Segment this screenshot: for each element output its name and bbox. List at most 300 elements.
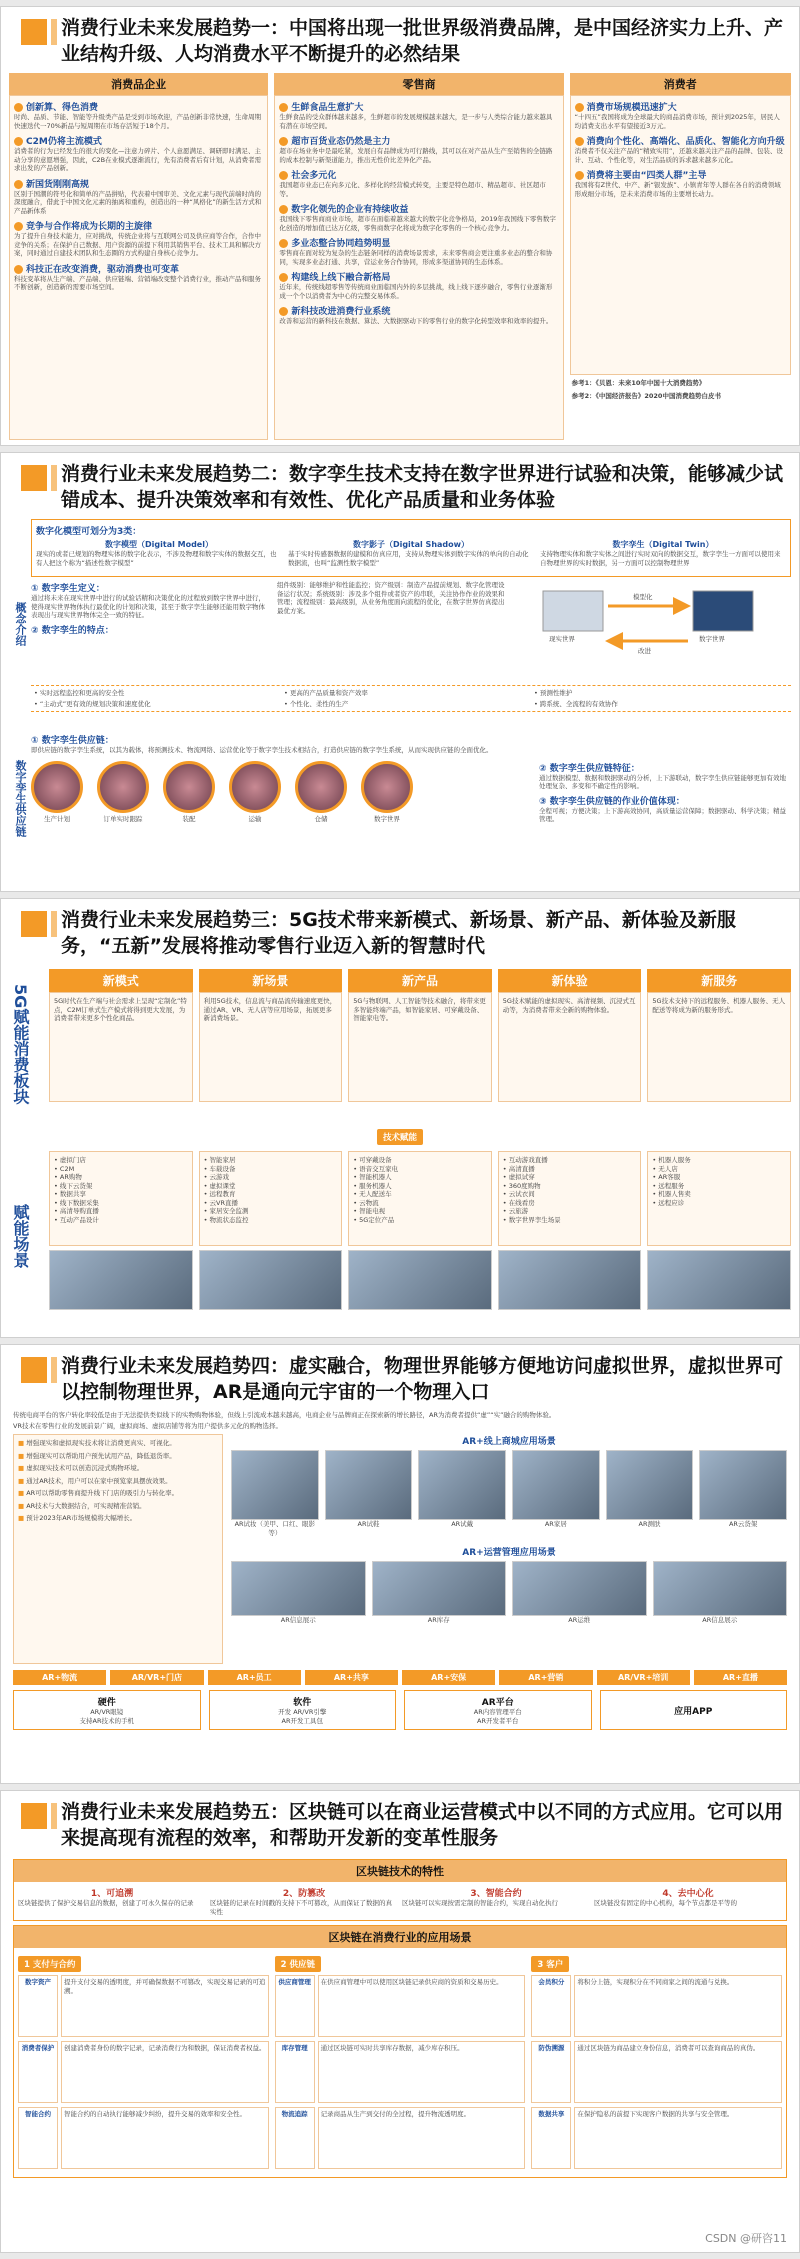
trend-item-heading: 生鲜食品生意扩大 — [279, 100, 558, 113]
bullet-icon: • — [353, 1156, 360, 1164]
platform-item: AR开发者平台 — [477, 1716, 519, 1725]
slide-trend-5 — [0, 1790, 800, 2253]
ar-point — [18, 1477, 218, 1486]
online-scene — [418, 1450, 506, 1537]
ar-point — [18, 1452, 218, 1461]
scene-item — [503, 1207, 637, 1216]
benefit-item — [534, 689, 774, 698]
trend-item — [14, 134, 263, 173]
bullet-icon: • — [203, 1173, 210, 1181]
software-item: 开发 AR/VR引擎 — [278, 1708, 327, 1716]
5g-mode-heading: 新模式 — [49, 969, 193, 992]
trend-item-heading: 数字化领先的企业有持续收益 — [279, 202, 558, 215]
scene-text: 云旅游 — [508, 1207, 529, 1215]
bullet-icon: • — [502, 1156, 509, 1164]
scene-text: 虚拟课堂 — [209, 1181, 236, 1190]
trend-item — [14, 219, 263, 258]
trend-item-text: 科技变革将从生产端、产品端、供应链端、营销端改变整个消费行业，推动产品和服务不断创新，创造新的需要市场空间。 — [14, 274, 261, 291]
intro-bullet: VR技术在零售行业的发展前景广阔，虚拟商场、虚拟店铺等将为用户提供多元化的购物选择。 — [13, 1421, 282, 1430]
bullet-icon: • — [652, 1156, 659, 1164]
trend-item-heading: 新国货刚刚高规 — [14, 177, 263, 190]
ar-point-text: 增强现实可以帮助用户预先试用产品，降低退货率。 — [26, 1451, 176, 1460]
scene-item — [204, 1207, 338, 1216]
trend-item — [279, 270, 558, 300]
section-label: 5G赋能消费板块 — [11, 983, 30, 1105]
ar-point-text: 通过AR技术，用户可以在家中预览家具摆放效果。 — [26, 1476, 172, 1485]
scene-text: 智能机器人 — [359, 1173, 392, 1181]
trend-item-text: 生鲜食品的受众群体越来越多，生鲜超市的发展规模越来越大，是一步与人类综合能力越来越具有潜在市场空间。 — [279, 113, 553, 130]
5g-mode-heading: 新产品 — [348, 969, 492, 992]
application-item — [531, 2107, 782, 2169]
scene-item — [54, 1173, 188, 1182]
ar-tag: AR+员工 — [208, 1670, 301, 1685]
scene-caption: AR运维 — [568, 1616, 591, 1624]
application-item — [275, 1975, 526, 2037]
feature-desc: 区块链的记录在时间戳的支持下不可篡改，从而保证了数据的真实性 — [210, 1899, 392, 1916]
application-item — [18, 2107, 269, 2169]
real-world-image — [543, 591, 603, 631]
feature-name: 4、去中心化 — [662, 1889, 714, 1899]
bullet-icon: • — [284, 689, 290, 697]
application-text: 通过区块链为商品建立身份信息，消费者可以查询商品的真伪。 — [574, 2041, 782, 2103]
trend-item — [14, 100, 263, 130]
5g-mode-column — [348, 969, 492, 1119]
online-scene — [231, 1450, 319, 1537]
reference-note: 参考1：《贝恩：未来10年中国十大消费趋势》 — [571, 379, 706, 387]
trend-item-text: 改善和运营的新科技在数据、算法、大数据驱动下的零售行业的数字化转型效率和效率的提升。 — [279, 317, 553, 325]
bullet-icon — [279, 103, 288, 112]
application-key: 智能合约 — [18, 2107, 58, 2169]
ar-point-text: AR可以帮助零售商提升线下门店的吸引力与转化率。 — [26, 1489, 179, 1497]
scene-text: 语音交互家电 — [359, 1164, 399, 1173]
bullet-icon: • — [502, 1181, 509, 1190]
5g-mode-text: 5G时代在生产端与社会需求上呈现“定制化”特点，C2M订单式生产模式将得到更大发展，为消费者带来更多个性化商品。 — [49, 992, 193, 1102]
trend-item — [575, 100, 786, 130]
column-brands — [9, 73, 268, 440]
checkbox-icon: ■ — [18, 1476, 27, 1485]
online-scene — [699, 1450, 787, 1537]
5g-mode-text: 5G与物联网、人工智能等技术融合，将带来更多智能终端产品，如智能家居、可穿戴设备、智能家电等。 — [348, 992, 492, 1102]
section-label: 数字孪生供应链 — [14, 759, 27, 837]
scene-item — [353, 1207, 487, 1216]
ar-tag: AR/VR+培训 — [597, 1670, 690, 1685]
scene-text: 车载设备 — [209, 1164, 236, 1173]
bullet-icon: • — [284, 699, 290, 708]
ops-scene — [512, 1561, 647, 1625]
scene-caption: AR测肤 — [638, 1520, 661, 1528]
app-label: 应用APP — [674, 1706, 713, 1717]
benefit-text: 个性化、柔性的生产 — [289, 699, 349, 708]
scene-item — [54, 1165, 188, 1174]
application-text: 提升支付交易的透明度，并可确保数据不可篡改，实现交易记录的可追溯。 — [61, 1975, 269, 2037]
trend-item-heading: C2M仍将主流模式 — [14, 134, 263, 147]
trend-item-heading: 创新算、得色消费 — [14, 100, 263, 113]
application-text: 将积分上链，实现积分在不同商家之间的流通与兑换。 — [574, 1975, 782, 2037]
scene-column — [498, 1151, 642, 1321]
bullet-icon: • — [203, 1190, 210, 1198]
bullet-icon: • — [502, 1164, 509, 1173]
improve-label: 改进 — [638, 647, 651, 655]
scene-photo — [699, 1450, 787, 1520]
bullet-icon: • — [353, 1207, 360, 1215]
trend-item-text: 区别于国潮的符号化和简单的产品拼贴，代表着中国审美、文化元素与现代前端时尚的深度融合，借此于中国文化元素的抽离和重构，创造出的一种“风格化”的新生活方式和产品新体系 — [14, 189, 262, 215]
model-type — [540, 539, 786, 567]
hardware-item: 支持AR技术的手机 — [79, 1716, 134, 1725]
slide-title: 消费行业未来发展趋势一：中国将出现一批世界级消费品牌，是中国经济实力上升、产业结构升级、人均消费水平不断提升的必然结果 — [61, 17, 784, 65]
benefit-text: “主动式”更有效的规划决策和速度优化 — [39, 699, 151, 708]
chain-node-image — [295, 761, 347, 813]
scene-text: 无人店 — [658, 1164, 678, 1173]
scene-text: AR购物 — [59, 1173, 82, 1181]
header-accent — [21, 1803, 47, 1829]
ar-point-text: 预计2023年AR市场规模将大幅增长。 — [26, 1514, 137, 1522]
features-heading: ② 数字孪生的特点： — [31, 625, 114, 636]
benefit-text: 实时远程监控和更高的安全性 — [39, 689, 125, 697]
bullet-icon — [14, 265, 23, 274]
scene-photo — [418, 1450, 506, 1520]
scene-item — [204, 1199, 338, 1208]
application-text: 创建消费者身份的数字记录，记录消费行为和数据，保证消费者权益。 — [61, 2041, 269, 2103]
application-item — [18, 2041, 269, 2103]
scene-caption: AR云货架 — [728, 1520, 758, 1528]
scene-text: 服务机器人 — [359, 1181, 392, 1190]
column-header: 消费者 — [570, 73, 791, 95]
header-accent — [21, 911, 47, 937]
platform-item: AR内容管理平台 — [473, 1708, 522, 1716]
model-type-desc: 基于实时传感器数据的建模和仿真应用，支持从物理实体到数字实体的单向的自动化数据流，也叫“监测性数字模型” — [288, 550, 529, 567]
bullet-icon — [14, 180, 23, 189]
trend-item — [14, 177, 263, 216]
scene-caption: AR试戴 — [451, 1520, 474, 1528]
checkbox-icon: ■ — [18, 1439, 27, 1447]
scene-text: 远程服务 — [658, 1181, 685, 1190]
feature-name: 2、防篡改 — [282, 1889, 326, 1899]
bullet-icon: • — [534, 699, 540, 708]
model-type — [36, 539, 282, 567]
bullet-icon: • — [534, 689, 540, 697]
bullet-icon: • — [54, 1164, 60, 1173]
5g-mode-column — [199, 969, 343, 1119]
trend-item-text: 我国线下零售商商业市场，超市在面临着越来越大的数字化竞争格局，2019年我国线下零售数字化创造的增加值已达万亿级，零售商数字化将成为数字化零售的一个核心竞争力。 — [279, 215, 556, 232]
trend-item-text: 时尚、品质、节能、智能等升级类产品是受到市场欢迎，产品创新非常快速，生命周期快速迭代一70%新品与短周期在市场存活短于18个月。 — [14, 113, 261, 130]
trend-item-text: “十四五”我国将成为全球最大的商品消费市场，预计到2025年，居民人均消费支出水平有望接近3万元。 — [574, 113, 780, 130]
scene-item — [353, 1182, 487, 1191]
column-header: 零售商 — [274, 73, 563, 95]
bullet-icon: • — [502, 1173, 509, 1181]
trend-item-heading: 多业态整合协同趋势明显 — [279, 236, 558, 249]
application-key: 库存管理 — [275, 2041, 315, 2103]
scene-text: 线下云货架 — [59, 1181, 93, 1190]
scene-text: 云试衣间 — [508, 1190, 535, 1198]
applications-heading: 区块链在消费行业的应用场景 — [14, 1926, 786, 1948]
ops-scene — [231, 1561, 366, 1625]
trend-item-text: 消费者不仅关注产品的“精致实用”，还越来越关注产品的品牌、包装、设计、互动、个性化等，对生活品质的诉求越来越多元化。 — [574, 147, 783, 164]
ar-tag: AR+营销 — [499, 1670, 592, 1685]
checkbox-icon: ■ — [18, 1464, 27, 1472]
bullet-icon — [575, 171, 584, 180]
scene-text: 可穿戴设备 — [359, 1156, 392, 1164]
application-item — [18, 1975, 269, 2037]
scene-text: 在线看房 — [508, 1198, 535, 1207]
trend-item-heading: 科技正在改变消费，驱动消费也可变革 — [14, 262, 263, 275]
scene-item — [503, 1165, 637, 1174]
5g-mode-column — [49, 969, 193, 1119]
5g-mode-text: 利用5G技术，信息流与商品流传输速度更快，通过AR、VR、无人店等应用场景，拓展更多新消费场景。 — [199, 992, 343, 1102]
scene-item — [353, 1216, 487, 1225]
checkbox-icon: ■ — [18, 1489, 27, 1497]
bullet-icon: • — [203, 1215, 210, 1224]
scene-text: 数据共享 — [59, 1190, 86, 1198]
scene-text: 家居安全监测 — [209, 1207, 249, 1215]
supply-chain-node — [163, 761, 215, 824]
bullet-icon: • — [353, 1198, 360, 1207]
digital-world-label: 数字世界 — [699, 635, 725, 643]
trend-item — [575, 134, 786, 164]
benefit-text: 跨系统、全流程的有效协作 — [539, 699, 618, 708]
watermark: CSDN @研咨11 — [705, 2232, 787, 2245]
checkbox-icon: ■ — [18, 1514, 27, 1522]
trend-item-text: 近年来，传统线超零售等传统商业面临国内外的多层挑战，线上线下逐步融合，零售行业逐渐形成一个个以消费者为中心的完整交易体系。 — [279, 283, 553, 300]
bullet-icon: • — [203, 1207, 210, 1215]
slide-header — [1, 1791, 799, 1857]
ar-point — [18, 1489, 218, 1498]
ar-tag: AR+物流 — [13, 1670, 106, 1685]
bullet-icon: • — [502, 1207, 509, 1215]
section-label: 赋能场景 — [11, 1204, 30, 1268]
scene-item — [503, 1199, 637, 1208]
features-heading: 区块链技术的特性 — [14, 1860, 786, 1882]
benefit-item — [534, 700, 774, 709]
bullet-icon: • — [502, 1190, 509, 1198]
twin-diagram — [513, 581, 791, 681]
trend-item-text: 我国超市业态已在向多元化、多样化的经营模式转变，主要是特色超市、精品超市、社区超市等。 — [279, 181, 546, 198]
ops-scene — [653, 1561, 788, 1625]
definition-text: 通过将未来在现实世界中进行的试验话精和决策优化的过程放到数字世界中进行，使得现实世界物体执行最优化的计划和决策，甚至于数字孪生能够还能用数字物体表现出与现实世界物体完全一致的特征。 — [31, 594, 265, 619]
supply2-heading: ② 数字孪生供应链特征： — [539, 763, 640, 774]
scene-caption: AR信息展示 — [280, 1616, 316, 1624]
scene-item — [204, 1182, 338, 1191]
chain-node-image — [31, 761, 83, 813]
bullet-icon: • — [353, 1173, 360, 1181]
scene-photo — [49, 1250, 193, 1310]
bullet-icon: • — [203, 1164, 210, 1173]
scene-text: 互动产品设计 — [59, 1215, 99, 1224]
slide-title: 消费行业未来发展趋势三：5G技术带来新模式、新场景、新产品、新体验及新服务，“五新”发展将推动零售行业迈入新的智慧时代 — [61, 909, 736, 957]
scene-photo — [231, 1561, 366, 1616]
online-scene — [512, 1450, 600, 1537]
trend-item-heading: 消费将主要由“四类人群”主导 — [575, 168, 786, 181]
scene-item — [353, 1156, 487, 1165]
trend-item-heading: 超市百货业态仍然是主力 — [279, 134, 558, 147]
digital-world-image — [693, 591, 753, 631]
bullet-icon: • — [652, 1164, 659, 1173]
trend-item-text: 零售商在面对较为复杂的生态链条同样的消费场景需求，未来零售商会更注重多业态的整合和协同，实现多业态打通、共享，营运业务合作协同，形成多渠道协同的生态体系。 — [279, 249, 553, 266]
trend-item-text: 超市在场业务中是最吃紧，发展自有品牌成为可行路线，其可以在对产品从生产至销售的全链路的成本控制与新渠道能力，推出无性价比差异化产品。 — [279, 147, 553, 164]
scene-text: 虚拟门店 — [59, 1156, 86, 1164]
scene-caption: AR试妆（美甲、口红、眼影等） — [234, 1520, 316, 1537]
blockchain-feature — [402, 1886, 590, 1916]
trend-item — [279, 202, 558, 232]
scene-column — [49, 1151, 193, 1321]
column-header: 消费品企业 — [9, 73, 268, 95]
5g-mode-column — [647, 969, 791, 1119]
scene-text: 物流状态监控 — [209, 1215, 249, 1224]
scene-item — [54, 1182, 188, 1191]
bullet-icon: • — [54, 1215, 60, 1224]
hardware-box — [13, 1690, 201, 1730]
software-item: AR开发工具包 — [281, 1716, 323, 1725]
twin-definition — [31, 581, 271, 681]
hardware-heading: 硬件 — [97, 1698, 116, 1708]
bullet-icon: • — [34, 689, 40, 697]
5g-mode-text: 5G技术支持下的远程服务、机器人服务、无人配送等将成为新的服务形式。 — [647, 992, 791, 1102]
trend-item-heading: 社会多元化 — [279, 168, 558, 181]
bullet-icon: • — [502, 1198, 509, 1207]
supply-chain-node — [361, 761, 413, 824]
trend-item-text: 为了提升自身技术能力，应对挑战，传统企业将与互联网公司及供应商等合作，合作中竞争的关系；在保护自己数据、用户资源的前提下利用其销售平台、技术工具和解决方案，同时通过自建技术团队和生态圈的方式构建自身核心竞争力。 — [14, 232, 261, 257]
benefit-item — [34, 700, 274, 709]
blockchain-feature — [18, 1886, 206, 1916]
bullet-icon: • — [353, 1181, 360, 1190]
feature-name: 1、可追溯 — [90, 1889, 134, 1899]
slide-title: 消费行业未来发展趋势五：区块链可以在商业运营模式中以不同的方式应用。它可以用来提高现有流程的效率，和帮助开发新的变革性服务 — [61, 1801, 784, 1849]
model-label: 模型化 — [633, 593, 653, 601]
chain-node-label: 订单实时跟踪 — [103, 814, 143, 823]
application-text: 在保护隐私的前提下实现客户数据的共享与安全管理。 — [574, 2107, 782, 2169]
bullet-icon — [279, 273, 288, 282]
supply-chain-node — [229, 761, 281, 824]
trend-item-heading: 构建线上线下融合新格局 — [279, 270, 558, 283]
ar-point — [18, 1502, 218, 1511]
trend-item-heading: 消费市场规模迅速扩大 — [575, 100, 786, 113]
model-type-name: 数字影子（Digital Shadow） — [352, 540, 470, 549]
model-type — [288, 539, 534, 567]
scene-photo — [372, 1561, 507, 1616]
scene-photo — [231, 1450, 319, 1520]
application-text: 通过区块链可实时共享库存数据，减少库存积压。 — [318, 2041, 526, 2103]
bullet-icon: • — [203, 1198, 210, 1207]
platform-heading: AR平台 — [481, 1698, 514, 1708]
app-box — [600, 1690, 788, 1730]
chain-node-label: 仓储 — [314, 814, 328, 823]
platform-box — [404, 1690, 592, 1730]
scene-item — [353, 1199, 487, 1208]
bullet-icon: • — [203, 1156, 210, 1164]
slide-trend-3 — [0, 898, 800, 1338]
blockchain-feature — [210, 1886, 398, 1916]
ops-scene — [372, 1561, 507, 1625]
supply3-heading: ③ 数字孪生供应链的作业价值体现： — [539, 796, 685, 807]
trend-item-text: 消费者的行为已经发生的很大的变化—注意力碎片、个人意愿满足、调研即时满足、主动分享的意愿增强，因此，C2B在业模式逐渐流行，先有消费者后有计划，从消费者需求出发的产品创新。 — [14, 147, 262, 172]
scene-text: 云物流 — [359, 1198, 379, 1207]
chain-node-image — [229, 761, 281, 813]
application-key: 会员积分 — [531, 1975, 571, 2037]
ar-point — [18, 1514, 218, 1523]
bullet-icon — [279, 137, 288, 146]
bullet-icon: • — [54, 1181, 60, 1190]
scene-photo — [348, 1250, 492, 1310]
group-name: 1 支付与合约 — [18, 1956, 81, 1972]
scene-item — [353, 1165, 487, 1174]
scene-text: 云游戏 — [209, 1173, 229, 1181]
scene-text: 远程应诊 — [658, 1198, 685, 1207]
scene-text: 云VR直播 — [209, 1198, 238, 1207]
scene-item — [652, 1165, 786, 1174]
scene-photo — [199, 1250, 343, 1310]
column-retailers — [274, 73, 563, 440]
scene-text: 远程教育 — [209, 1190, 236, 1198]
intro-bullet: 传统电商平台的客户转化率较低是由于无法提供类似线下的实物购物体验，但线上引流成本越来越高，电商企业与品牌商正在探索新的增长路径，AR为消费者提供“虚”“实”融合的购物体验。 — [13, 1411, 556, 1419]
bullet-icon: • — [652, 1190, 659, 1198]
bullet-icon — [14, 222, 23, 231]
application-key: 消费者保护 — [18, 2041, 58, 2103]
blockchain-feature — [594, 1886, 782, 1916]
scene-item — [652, 1190, 786, 1199]
ar-tag: AR+安保 — [402, 1670, 495, 1685]
scene-item — [652, 1199, 786, 1208]
scene-item — [652, 1173, 786, 1182]
bullet-icon: • — [353, 1164, 360, 1173]
supply-heading: ① 数字孪生供应链： — [31, 736, 114, 746]
scene-caption: AR试鞋 — [357, 1520, 380, 1528]
supply-chain-node — [295, 761, 347, 824]
scene-text: 高清直播 — [508, 1164, 535, 1173]
header-accent — [21, 1357, 47, 1383]
5g-mode-heading: 新体验 — [498, 969, 642, 992]
tech-enable-badge: 技术赋能 — [377, 1129, 423, 1145]
scene-text: 智能电视 — [359, 1207, 386, 1215]
scene-text: 5G定位产品 — [359, 1215, 395, 1224]
trend-item — [279, 236, 558, 266]
bullet-icon — [279, 239, 288, 248]
scene-column — [199, 1151, 343, 1321]
scene-text: 机器人售卖 — [658, 1190, 691, 1198]
scene-text: C2M — [59, 1164, 75, 1173]
trend-item-text: 我国将有Z世代、中产、新“银发族”、小镇青年等人群在各自的消费领域形成细分市场，是未来消费市场的主要增长动力。 — [574, 181, 781, 198]
scene-caption: AR库存 — [427, 1616, 450, 1624]
online-scenes-heading: AR+线上商城应用场景 — [462, 1437, 556, 1447]
scene-text: 互动游戏直播 — [508, 1156, 548, 1164]
header-accent — [21, 19, 47, 45]
bullet-icon: • — [54, 1190, 60, 1198]
online-scene — [606, 1450, 694, 1537]
scene-item — [204, 1165, 338, 1174]
trend-item — [279, 134, 558, 164]
benefit-text: 预测性维护 — [539, 689, 573, 697]
application-text: 记录商品从生产到交付的全过程，提升物流透明度。 — [318, 2107, 526, 2169]
application-item — [531, 2041, 782, 2103]
supply2-text: 通过数据模型、数据和数据驱动的分析，上下游联动，数字孪生供应链能够更加有效地处理复杂、多变和不确定性的影响。 — [539, 773, 786, 790]
model-type-name: 数字孪生（Digital Twin） — [612, 540, 714, 549]
scene-caption: AR信息展示 — [702, 1616, 738, 1624]
bullet-icon: • — [203, 1181, 210, 1190]
scene-photo — [647, 1250, 791, 1310]
ar-point — [18, 1464, 218, 1473]
scene-text: 高清导购直播 — [59, 1207, 99, 1215]
slide-header — [1, 7, 799, 73]
scene-text: 智能家居 — [209, 1156, 236, 1164]
bullet-icon — [14, 137, 23, 146]
supply3-text: 全程可视；方便决策；上下游高效协同，高质量运营保障；数据驱动、科学决策；精益管理。 — [539, 806, 786, 823]
scene-photo — [653, 1561, 788, 1616]
scene-item — [204, 1190, 338, 1199]
reference-note: 参考2：《中国经济报告》2020中国消费趋势白皮书 — [571, 391, 721, 400]
slide-title: 消费行业未来发展趋势二：数字孪生技术支持在数字世界进行试验和决策，能够减少试错成本、提升决策效率和有效性、优化产品质量和业务体验 — [61, 463, 784, 511]
scene-text: 数字世界孪生场景 — [508, 1215, 561, 1224]
bullet-icon: • — [502, 1215, 509, 1224]
ar-point-text: 增强现实和虚拟现实技术将让消费更真实、可视化。 — [26, 1439, 176, 1447]
supply-text: 即供应链的数字孪生系统，以其为载体，将预测技术、物流网络、运营优化等于数字孪生技术相结合，打造供应链的数字孪生系统，从而实现供应链的全面优化。 — [31, 746, 493, 754]
